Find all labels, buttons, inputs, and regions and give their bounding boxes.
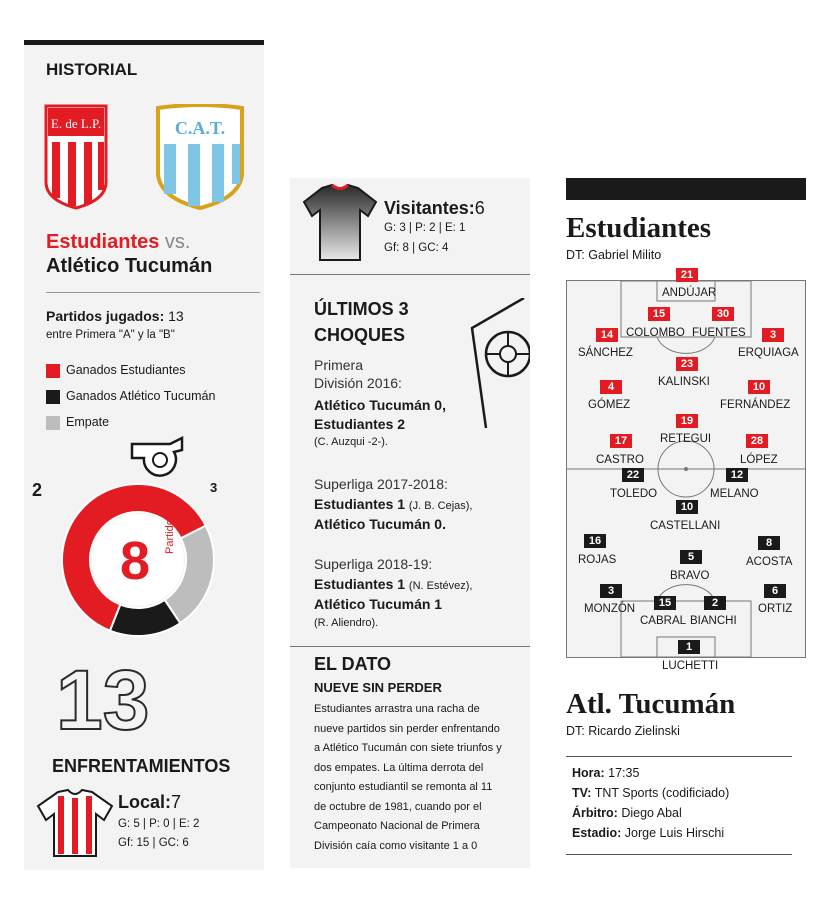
info-arbitro [572, 806, 682, 820]
visit-line [384, 198, 485, 219]
visit-value: 6 [474, 198, 485, 218]
ultimos-title-1: ÚLTIMOS 3 [314, 299, 409, 319]
svg-text:E. de L.P.: E. de L.P. [50, 116, 102, 131]
legend-empate: Empate [66, 415, 110, 429]
player-number: 2 [704, 596, 726, 610]
dato-line: nueve partidos sin perder enfrentando [314, 722, 500, 735]
info-label: Estadio: [572, 826, 622, 840]
donut-label-gray: 3 [210, 480, 218, 495]
info-tv [572, 786, 729, 800]
choque1-line1: Atlético Tucumán 0, [314, 397, 446, 413]
legend-swatch-estudiantes [46, 364, 60, 378]
svg-text:C.A.T.: C.A.T. [174, 118, 226, 138]
player-number: 3 [762, 328, 784, 342]
results-donut [58, 480, 248, 640]
divider [290, 646, 530, 647]
player-number: 15 [654, 596, 676, 610]
player-name: ACOSTA [746, 556, 793, 568]
dato-line: División caía como visitante 1 a 0 [314, 839, 478, 852]
choque3-comp: Superliga 2018-19: [314, 556, 433, 572]
away-shirt-icon [300, 182, 380, 262]
player-number: 21 [676, 268, 698, 282]
legend-swatch-empate [46, 416, 60, 430]
dato-title: EL DATO [314, 654, 392, 674]
player-name: CABRAL [640, 615, 687, 627]
played-value: 13 [168, 308, 184, 324]
info-value: 17:35 [608, 766, 640, 780]
played-sub: entre Primera "A" y la "B" [46, 329, 175, 341]
player-number: 12 [726, 468, 748, 482]
donut-label-black: 2 [32, 480, 43, 500]
player-name: TOLEDO [610, 488, 658, 500]
player-number: 6 [764, 584, 786, 598]
player-number: 5 [680, 550, 702, 564]
player-name: CASTRO [596, 454, 644, 466]
player-name: BRAVO [670, 570, 710, 582]
player-name: ORTIZ [758, 603, 793, 615]
player-number: 10 [748, 380, 770, 394]
title-team2: Atlético Tucumán [46, 255, 213, 277]
player-number: 15 [648, 307, 670, 321]
legend-estudiantes: Ganados Estudiantes [66, 363, 186, 377]
home-shirt-icon [34, 788, 116, 858]
choque2-line1 [314, 496, 473, 512]
donut-center: 8 [120, 531, 151, 591]
player-name: KALINSKI [658, 376, 710, 388]
player-name: ROJAS [578, 554, 617, 566]
team2-dt: DT: Ricardo Zielinski [566, 724, 680, 738]
atletico-crest-icon [152, 104, 248, 210]
historial-heading: HISTORIAL [46, 60, 138, 79]
player-name: LUCHETTI [662, 660, 719, 672]
local-value: 7 [171, 792, 182, 812]
played-line [46, 308, 184, 324]
choque1-line2: Estudiantes 2 [314, 416, 406, 432]
choque3-scorers: (R. Aliendro). [314, 617, 379, 629]
local-stats-2: Gf: 15 | GC: 6 [118, 837, 189, 849]
choque1-comp-1: Primera [314, 357, 364, 373]
dato-sub: NUEVE SIN PERDER [314, 680, 442, 695]
played-label: Partidos jugados: [46, 308, 165, 324]
local-line [118, 792, 181, 813]
top-rule [566, 178, 806, 200]
dato-line: a Atlético Tucumán con siete triunfos y [314, 742, 502, 754]
info-estadio [572, 826, 724, 840]
player-name: BIANCHI [690, 615, 737, 627]
local-stats-1: G: 5 | P: 0 | E: 2 [118, 818, 200, 830]
dato-line: conjunto estudiantil se remonta al 11 [314, 781, 493, 793]
player-number: 3 [600, 584, 622, 598]
player-number: 23 [676, 357, 698, 371]
total-big: 13 [56, 653, 150, 747]
ultimos-title [314, 296, 409, 348]
choque1-comp-2: División 2016: [314, 375, 402, 391]
player-number: 4 [600, 380, 622, 394]
choque3-team: Estudiantes 1 [314, 576, 406, 592]
player-number: 1 [678, 640, 700, 654]
matchup-title [46, 230, 266, 278]
local-label: Local: [118, 792, 172, 812]
player-name: FERNÁNDEZ [720, 399, 791, 411]
historial-panel [24, 40, 264, 870]
title-team1: Estudiantes [46, 231, 160, 253]
visit-label: Visitantes: [384, 198, 475, 218]
visit-stats-1: G: 3 | P: 2 | E: 1 [384, 222, 466, 234]
player-name: LÓPEZ [740, 454, 778, 466]
player-name: FUENTES [692, 327, 746, 339]
player-number: 22 [622, 468, 644, 482]
player-number: 19 [676, 414, 698, 428]
dato-line: Campeonato Nacional de Primera [314, 820, 480, 832]
player-name: MELANO [710, 488, 759, 500]
choque2-line2: Atlético Tucumán 0. [314, 516, 446, 532]
donut-center-sub: Partidos [164, 513, 176, 554]
info-label: TV: [572, 786, 592, 800]
info-value: TNT Sports (codificiado) [594, 786, 730, 800]
player-number: 8 [758, 536, 780, 550]
info-value: Diego Abal [621, 806, 682, 820]
ultimos-title-2: CHOQUES [314, 325, 406, 345]
info-hora [572, 766, 639, 780]
top-rule [24, 40, 264, 45]
info-label: Árbitro: [572, 806, 618, 820]
divider [46, 292, 260, 293]
player-number: 17 [610, 434, 632, 448]
choque3-line1 [314, 576, 473, 592]
choque1-result [314, 396, 446, 434]
divider [566, 854, 792, 855]
legend-swatch-atletico [46, 390, 60, 404]
dato-body [314, 700, 528, 856]
choque1-scorers: (C. Auzqui -2-). [314, 436, 388, 448]
player-name: CASTELLANI [650, 520, 721, 532]
middle-panel [290, 178, 530, 868]
player-number: 28 [746, 434, 768, 448]
whistle-icon [126, 428, 190, 478]
choque3-scorer: (N. Estévez), [408, 580, 473, 592]
player-name: GÓMEZ [588, 399, 631, 411]
visit-stats-2: Gf: 8 | GC: 4 [384, 242, 449, 254]
info-value: Jorge Luis Hirschi [624, 826, 725, 840]
player-name: MONZÓN [584, 603, 636, 615]
team1-name: Estudiantes [566, 212, 712, 244]
team2-name: Atl. Tucumán [566, 688, 736, 720]
team1-dt: DT: Gabriel Milito [566, 248, 662, 262]
player-name: ANDÚJAR [662, 287, 717, 299]
dato-line: Estudiantes arrastra una racha de [314, 703, 480, 715]
choque2-scorer: (J. B. Cejas), [408, 500, 473, 512]
player-number: 14 [596, 328, 618, 342]
choque2-comp: Superliga 2017-2018: [314, 476, 448, 492]
player-name: RETEGUI [660, 433, 712, 445]
player-name: COLOMBO [626, 327, 685, 339]
dato-line: de octubre de 1981, cuando por el [314, 800, 482, 813]
player-name: SÁNCHEZ [578, 347, 633, 359]
info-label: Hora: [572, 766, 605, 780]
dato-line: dos empates. La última derrota del [314, 761, 484, 774]
legend-atletico: Ganados Atlético Tucumán [66, 389, 216, 403]
choque3-line2: Atlético Tucumán 1 [314, 596, 443, 612]
divider [290, 274, 530, 275]
divider [566, 756, 792, 757]
title-vs: vs. [164, 231, 191, 253]
total-label: ENFRENTAMIENTOS [52, 756, 231, 776]
player-name: ERQUIAGA [738, 347, 799, 359]
player-number: 16 [584, 534, 606, 548]
player-number: 10 [676, 500, 698, 514]
choque1-comp [314, 356, 402, 392]
player-number: 30 [712, 307, 734, 321]
ball-field-icon [464, 298, 530, 428]
choque2-team: Estudiantes 1 [314, 496, 406, 512]
estudiantes-crest-icon [44, 104, 108, 210]
